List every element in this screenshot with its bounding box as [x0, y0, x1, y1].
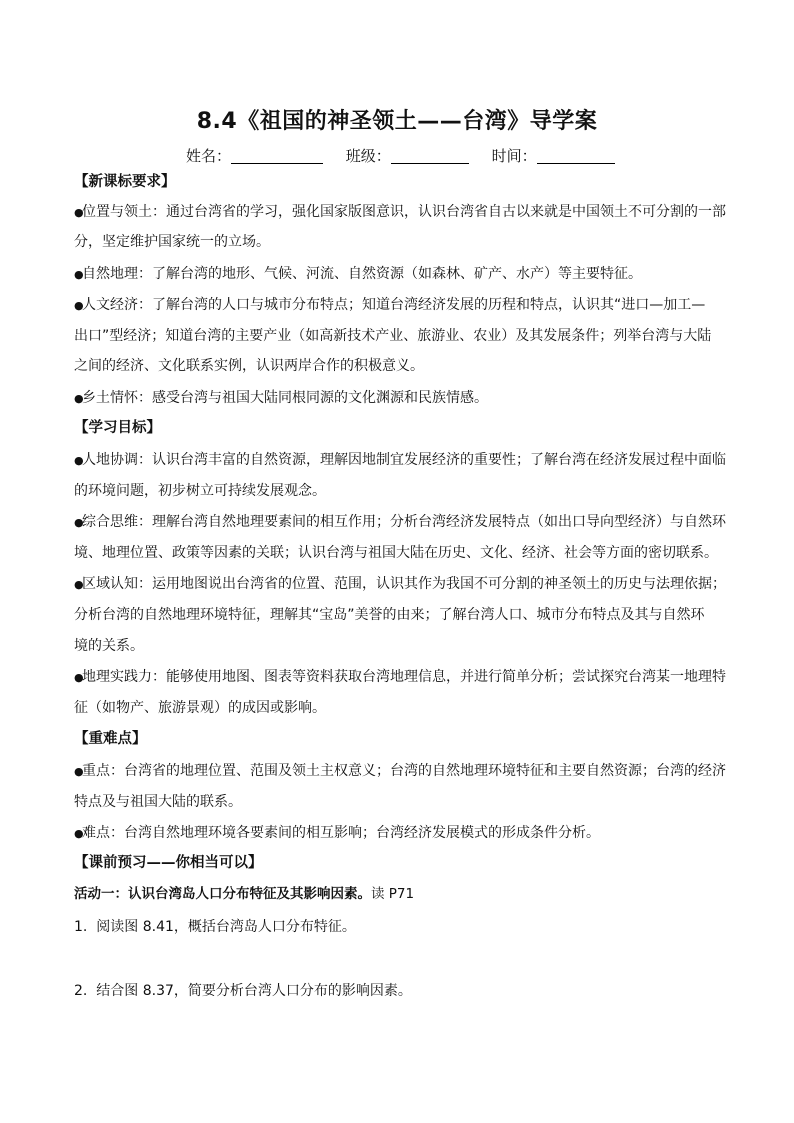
paragraph-line: ●地理实践力：能够使用地图、图表等资料获取台湾地理信息，并进行简单分析；尝试探究台湾某一地理特 — [74, 667, 734, 688]
paragraph-line: 之间的经济、文化联系实例，认识两岸合作的积极意义。 — [74, 358, 424, 374]
paragraph-line: ●自然地理：了解台湾的地形、气候、河流、自然资源（如森林、矿产、水产）等主要特征。 — [74, 264, 734, 285]
activity-reference: 读 P71 — [371, 886, 415, 902]
question-number: 2. — [74, 983, 88, 999]
question-text: 结合图 8.37，简要分析台湾人口分布的影响因素。 — [96, 983, 412, 999]
bullet-icon: ● — [74, 516, 84, 529]
activity-line — [74, 884, 734, 904]
paragraph-line: 征（如物产、旅游景观）的成因或影响。 — [74, 700, 326, 716]
section-heading-preview: 【课前预习——你相当可以】 — [74, 855, 263, 871]
section-heading-key-points: 【重难点】 — [74, 731, 147, 747]
class-label: 班级： — [345, 147, 391, 165]
paragraph-line: 分，坚定维护国家统一的立场。 — [74, 234, 270, 250]
time-blank[interactable] — [537, 149, 615, 164]
class-blank[interactable] — [391, 149, 469, 164]
bullet-icon: ● — [74, 392, 84, 405]
bullet-icon: ● — [74, 578, 84, 591]
question-number: 1. — [74, 919, 88, 935]
question-2 — [74, 981, 734, 1001]
section-heading-objectives: 【学习目标】 — [74, 420, 161, 436]
question-1 — [74, 917, 734, 937]
paragraph-line: ●人文经济：了解台湾的人口与城市分布特点；知道台湾经济发展的历程和特点，认识其“进口—加工— — [74, 295, 734, 316]
name-label: 姓名： — [186, 147, 232, 165]
section-heading-curriculum: 【新课标要求】 — [74, 174, 176, 190]
bullet-icon: ● — [74, 827, 84, 840]
bullet-icon: ● — [74, 671, 84, 684]
document-title: 8.4《祖国的神圣领土——台湾》导学案 — [196, 109, 598, 134]
bullet-icon: ● — [74, 765, 84, 778]
paragraph-line: ●位置与领土：通过台湾省的学习，强化国家版图意识，认识台湾省自古以来就是中国领土不可分割的一部 — [74, 202, 734, 223]
paragraph-line: 分析台湾的自然地理环境特征，理解其“宝岛”美誉的由来；了解台湾人口、城市分布特点及其与自然环 — [74, 607, 705, 623]
paragraph-line: ●乡土情怀：感受台湾与祖国大陆同根同源的文化渊源和民族情感。 — [74, 388, 734, 409]
paragraph-line: 出口”型经济；知道台湾的主要产业（如高新技术产业、旅游业、农业）及其发展条件；列举台湾与大陆 — [74, 328, 712, 344]
bullet-icon: ● — [74, 268, 84, 281]
paragraph-line: 特点及与祖国大陆的联系。 — [74, 794, 242, 810]
paragraph-line: 境、地理位置、政策等因素的关联；认识台湾与祖国大陆在历史、文化、经济、社会等方面的密切联系。 — [74, 545, 718, 561]
paragraph-line: ●难点：台湾自然地理环境各要素间的相互影响；台湾经济发展模式的形成条件分析。 — [74, 823, 734, 844]
time-label: 时间： — [491, 147, 537, 165]
paragraph-line: ●人地协调：认识台湾丰富的自然资源，理解因地制宜发展经济的重要性；了解台湾在经济发展过程中面临 — [74, 450, 734, 471]
bullet-icon: ● — [74, 206, 84, 219]
student-info-row — [186, 145, 633, 166]
paragraph-line: ●区域认知：运用地图说出台湾省的位置、范围，认识其作为我国不可分割的神圣领土的历史与法理依据； — [74, 574, 734, 595]
name-blank[interactable] — [231, 149, 323, 164]
bullet-icon: ● — [74, 454, 84, 467]
paragraph-line: 的环境问题，初步树立可持续发展观念。 — [74, 483, 326, 499]
paragraph-line: ●综合思维：理解台湾自然地理要素间的相互作用；分析台湾经济发展特点（如出口导向型经济）与自然环 — [74, 512, 734, 533]
paragraph-line: ●重点：台湾省的地理位置、范围及领土主权意义；台湾的自然地理环境特征和主要自然资源；台湾的经济 — [74, 761, 734, 782]
bullet-icon: ● — [74, 299, 84, 312]
activity-title: 活动一：认识台湾岛人口分布特征及其影响因素。 — [74, 886, 371, 902]
paragraph-line: 境的关系。 — [74, 638, 144, 654]
question-text: 阅读图 8.41，概括台湾岛人口分布特征。 — [96, 919, 356, 935]
